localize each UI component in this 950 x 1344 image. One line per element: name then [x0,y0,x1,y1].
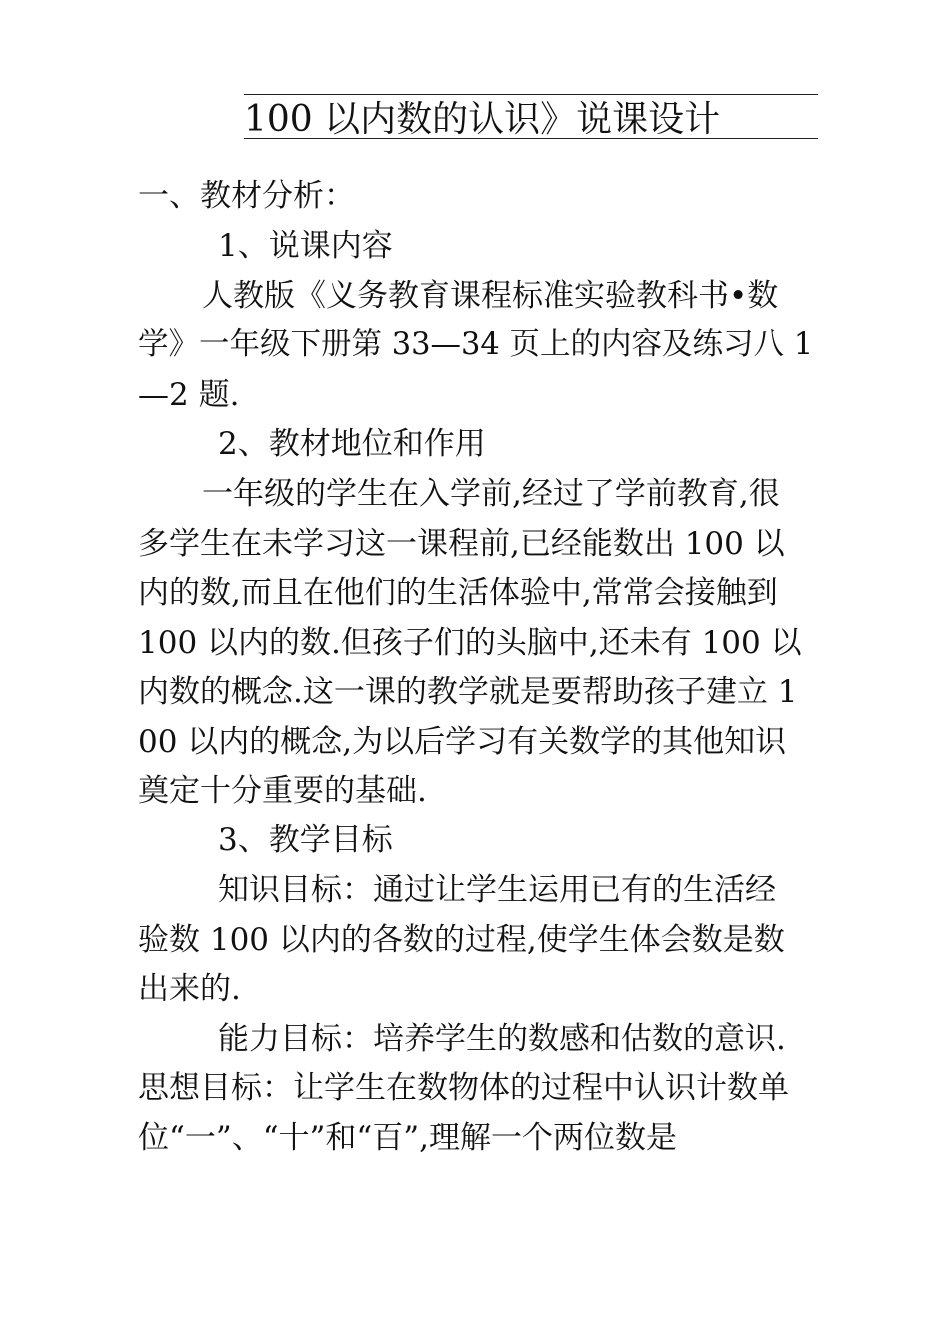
paragraph-line: 知识目标：通过让学生运用已有的生活经 [218,872,776,908]
paragraph-line: 奠定十分重要的基础. [138,773,427,809]
paragraph-line: 100 以内的数.但孩子们的头脑中,还未有 100 以 [138,625,802,661]
document-title: 100 以内数的认识》说课设计 [244,99,721,140]
paragraph-line: 能力目标：培养学生的数感和估数的意识. [218,1021,786,1057]
paragraph-line: 内的数,而且在他们的生活体验中,常常会接触到 [138,575,778,611]
section-heading-materials: 一、教材分析： [138,178,355,214]
subheading-lesson-content: 1、说课内容 [218,228,393,264]
paragraph-line: 验数 100 以内的各数的过程,使学生体会数是数 [138,922,785,958]
paragraph-line: 内数的概念.这一课的教学就是要帮助孩子建立 1 [138,674,798,710]
paragraph-line: 多学生在未学习这一课程前,已经能数出 100 以 [138,526,785,562]
paragraph-line: 思想目标：让学生在数物体的过程中认识计数单 [138,1070,789,1106]
paragraph-line: 一年级的学生在入学前,经过了学前教育,很 [202,476,780,512]
paragraph-line: 位“一”、“十”和“百”,理解一个两位数是 [138,1120,677,1156]
paragraph-line: 学》一年级下册第 33—34 页上的内容及练习八 1 [138,327,814,362]
subheading-goals: 3、教学目标 [218,822,393,858]
paragraph-line: 人教版《义务教育课程标准实验教科书•数 [202,278,779,314]
subheading-role: 2、教材地位和作用 [218,426,486,462]
title-bottom-rule [244,138,818,139]
paragraph-line: —2 题. [138,377,240,413]
paragraph-line: 出来的. [138,971,241,1007]
title-top-rule [244,94,818,95]
paragraph-line: 00 以内的概念,为以后学习有关数学的其他知识 [138,724,787,760]
